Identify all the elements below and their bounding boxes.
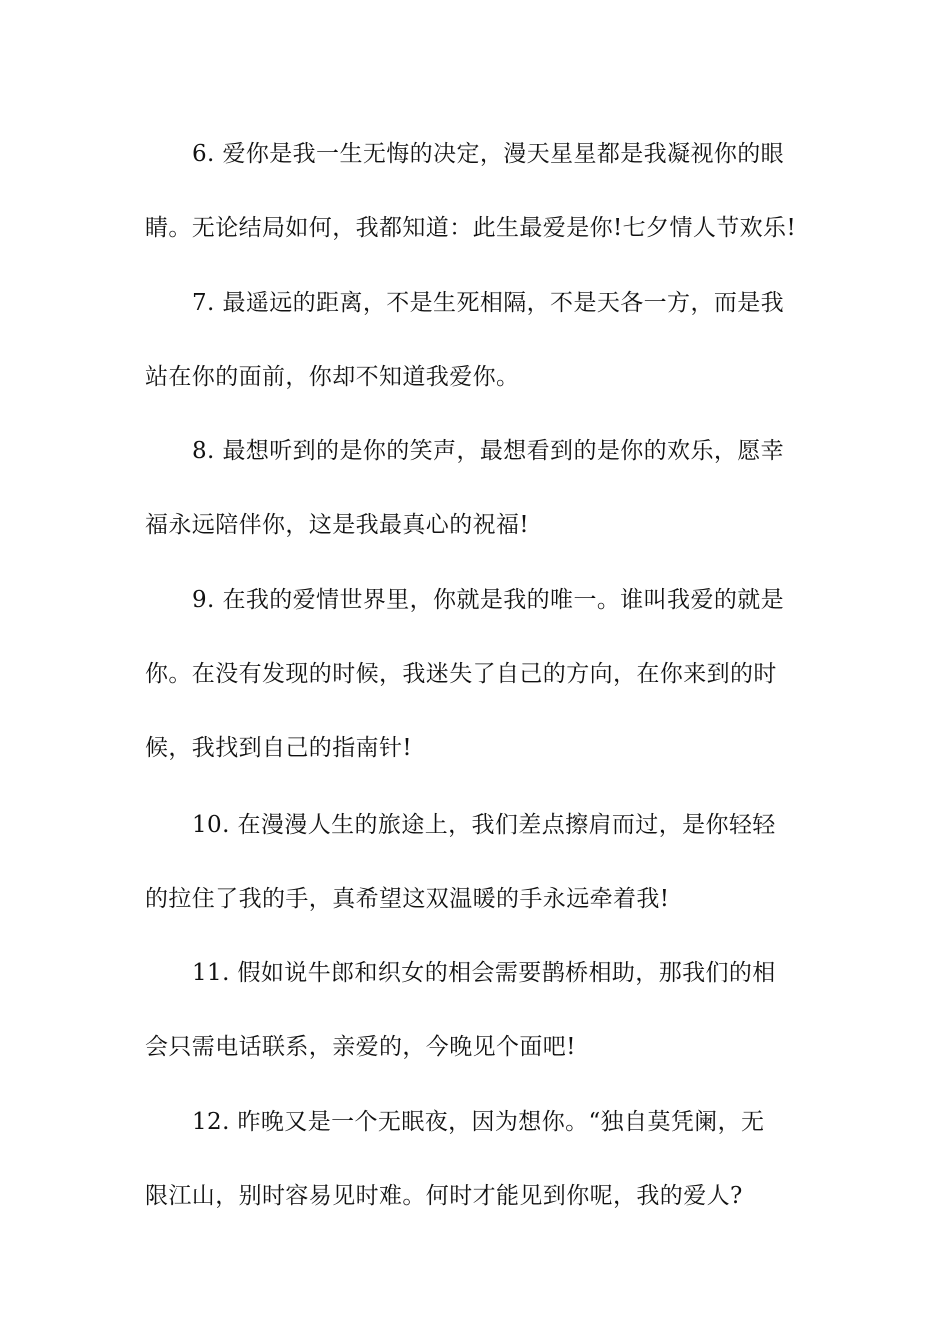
paragraph-11-line-1: 11. 假如说牛郎和织女的相会需要鹊桥相助，那我们的相 [192, 960, 776, 986]
paragraph-12-line-1: 12. 昨晚又是一个无眠夜，因为想你。“独自莫凭阑，无 [192, 1109, 765, 1135]
paragraph-9-line-1: 9. 在我的爱情世界里，你就是我的唯一。谁叫我爱的就是 [192, 587, 785, 613]
paragraph-11-line-2: 会只需电话联系，亲爱的，今晚见个面吧! [145, 1034, 576, 1060]
paragraph-6-line-1: 6. 爱你是我一生无悔的决定，漫天星星都是我凝视你的眼 [192, 141, 785, 167]
paragraph-8-line-2: 福永远陪伴你，这是我最真心的祝福! [145, 512, 530, 538]
paragraph-10-line-1: 10. 在漫漫人生的旅途上，我们差点擦肩而过，是你轻轻 [192, 812, 776, 838]
paragraph-12-line-2: 限江山，别时容易见时难。何时才能见到你呢，我的爱人? [145, 1183, 743, 1209]
paragraph-7-line-1: 7. 最遥远的距离，不是生死相隔，不是天各一方，而是我 [192, 290, 785, 316]
paragraph-8-line-1: 8. 最想听到的是你的笑声，最想看到的是你的欢乐，愿幸 [192, 438, 785, 464]
paragraph-7-line-2: 站在你的面前，你却不知道我爱你。 [145, 364, 520, 390]
paragraph-9-line-3: 候，我找到自己的指南针! [145, 735, 413, 761]
paragraph-6-line-2: 睛。无论结局如何，我都知道：此生最爱是你!七夕情人节欢乐! [145, 215, 797, 241]
paragraph-9-line-2: 你。在没有发现的时候，我迷失了自己的方向，在你来到的时 [145, 661, 777, 687]
paragraph-10-line-2: 的拉住了我的手，真希望这双温暖的手永远牵着我! [145, 886, 670, 912]
